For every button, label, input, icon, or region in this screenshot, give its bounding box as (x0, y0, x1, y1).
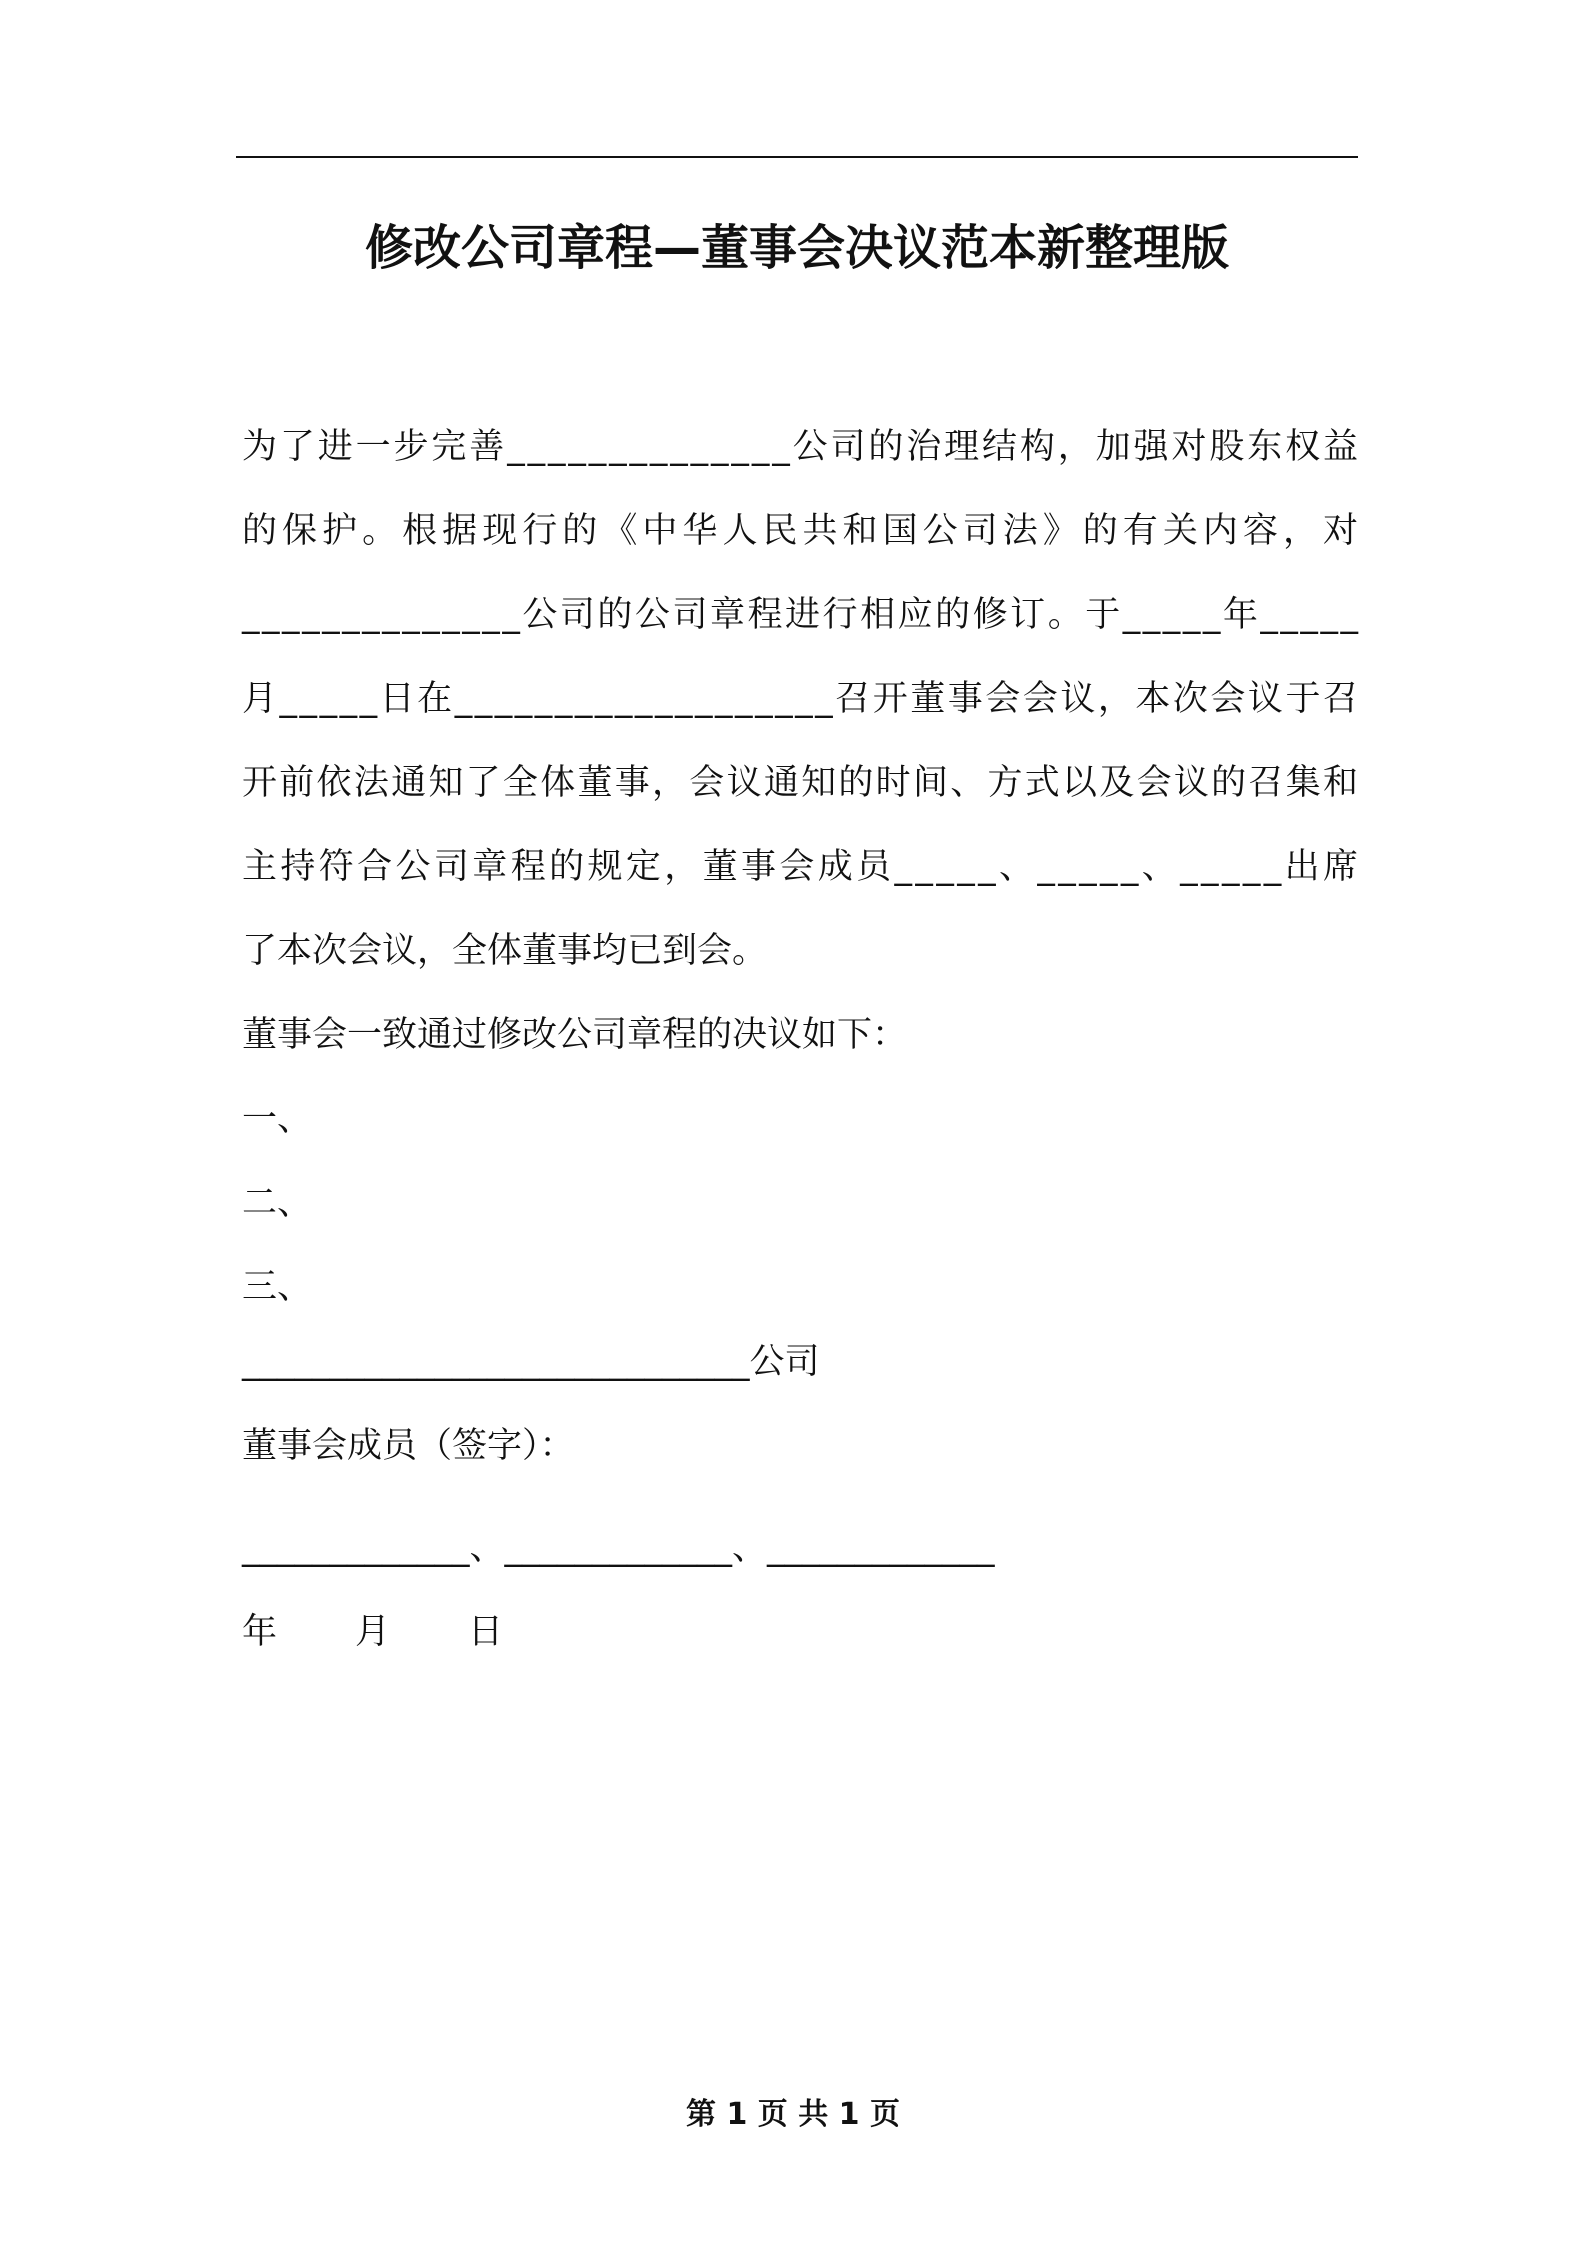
paragraph-line-text: 的保护。根据现行的《中华人民共和国公司法》的有关内容，对 (242, 511, 1364, 551)
paragraph-line-text: ______________公司的公司章程进行相应的修订。于_____年_____ (242, 595, 1361, 635)
member-signature-lines: _____________、_____________、_____________ (242, 1528, 995, 1568)
company-signature-line: _____________________________公司 (242, 1342, 820, 1382)
paragraph-line (242, 405, 1361, 489)
members-sign-label: 董事会成员（签字）： (242, 1426, 575, 1466)
paragraph-line-text: 为了进一步完善______________公司的治理结构，加强对股东权益 (242, 427, 1361, 467)
paragraph-line (242, 741, 1361, 825)
paragraph-line-text: 了本次会议，全体董事均已到会。 (242, 931, 768, 971)
paragraph-line-text: 主持符合公司章程的规定，董事会成员_____、_____、_____出席 (242, 847, 1362, 887)
paragraph-line (242, 573, 1361, 657)
signature-date (242, 1590, 995, 1674)
document-title: 修改公司章程—董事会决议范本新整理版 (364, 220, 1229, 276)
page-number-footer: 第 1 页 共 1 页 (686, 2097, 900, 2132)
paragraph-line (242, 825, 1362, 909)
resolution-body (242, 405, 1364, 1329)
paragraph-line (242, 657, 1361, 741)
date-month-label: 月 (355, 1612, 391, 1652)
paragraph-line (242, 489, 1364, 573)
date-year-label: 年 (242, 1612, 278, 1652)
header-rule (236, 156, 1358, 158)
resolution-item-3: 三、 (242, 1267, 313, 1307)
paragraph-line-text: 月_____日在___________________召开董事会会议，本次会议于召 (242, 679, 1361, 719)
signature-block (242, 1320, 995, 1674)
resolution-item-2: 二、 (242, 1183, 313, 1223)
date-day-label: 日 (468, 1612, 504, 1652)
resolution-item-1: 一、 (242, 1099, 313, 1139)
paragraph-line-text: 开前依法通知了全体董事，会议通知的时间、方式以及会议的召集和 (242, 763, 1361, 803)
paragraph-line (242, 909, 1358, 993)
resolution-intro: 董事会一致通过修改公司章程的决议如下： (242, 1015, 908, 1055)
